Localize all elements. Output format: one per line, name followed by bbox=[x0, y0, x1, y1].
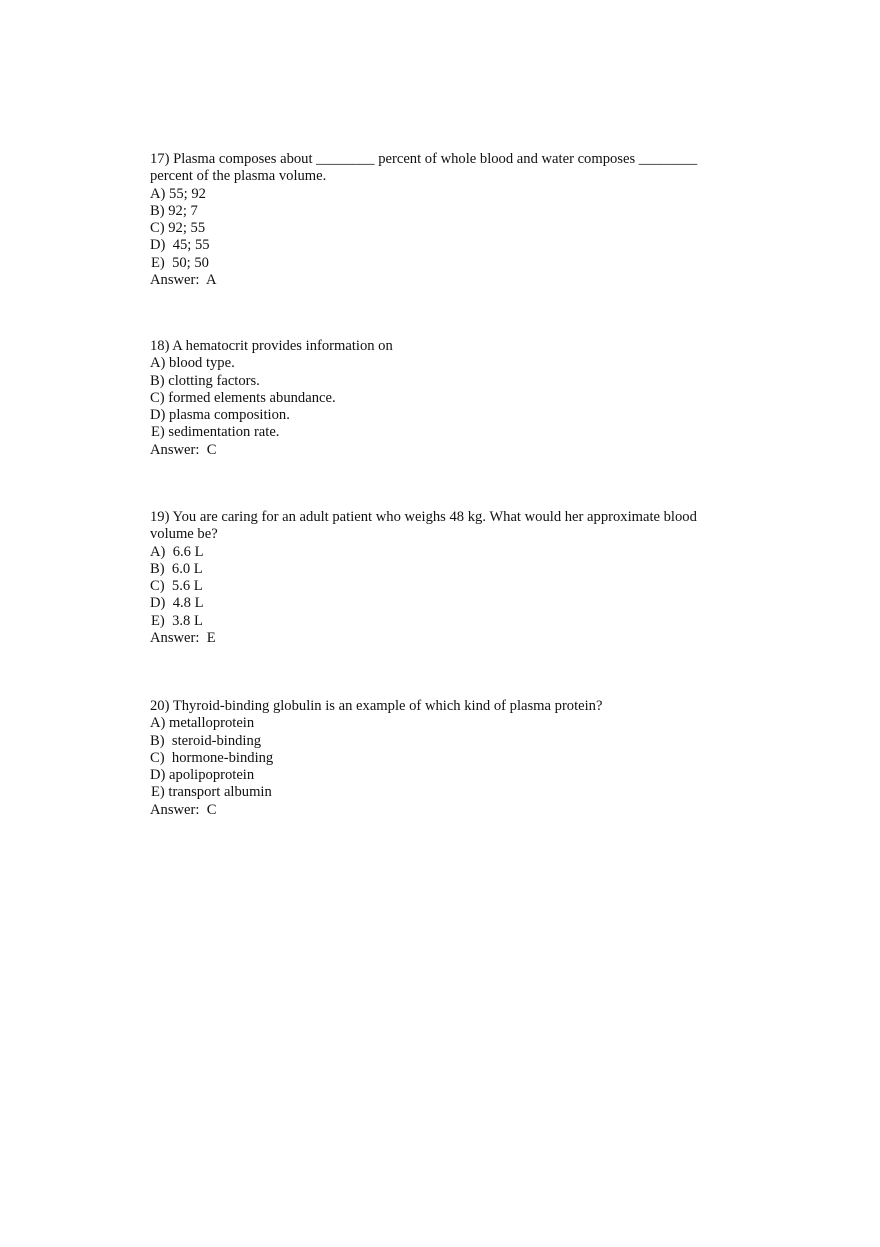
option-a: A) 6.6 L bbox=[150, 543, 204, 560]
question-stem: 20) Thyroid-binding globulin is an example of which kind of plasma protein? bbox=[150, 698, 603, 714]
question-stem: 17) Plasma composes about ________ percent of whole blood and water composes ________ percent of the plasma volume. bbox=[150, 151, 698, 185]
option-e: E) 50; 50 bbox=[151, 254, 209, 271]
question-20 bbox=[150, 698, 720, 819]
option-a: A) 55; 92 bbox=[150, 185, 206, 202]
option-a: A) metalloprotein bbox=[150, 715, 255, 732]
question-17 bbox=[150, 151, 720, 289]
option-c: C) 5.6 L bbox=[150, 578, 203, 595]
option-a: A) blood type. bbox=[150, 355, 235, 372]
option-e: E) 3.8 L bbox=[151, 612, 203, 629]
option-b: B) clotting factors. bbox=[150, 372, 260, 389]
option-b: B) steroid-binding bbox=[150, 732, 262, 749]
option-c: C) 92; 55 bbox=[150, 220, 206, 237]
question-19 bbox=[150, 509, 720, 647]
option-d: D) plasma composition. bbox=[150, 407, 290, 424]
answer-line: Answer: C bbox=[150, 441, 217, 458]
question-stem: 19) You are caring for an adult patient who weighs 48 kg. What would her approximate blood volume be? bbox=[150, 509, 697, 543]
option-d: D) 4.8 L bbox=[150, 595, 204, 612]
option-d: D) 45; 55 bbox=[150, 237, 210, 254]
answer-line: Answer: E bbox=[150, 630, 216, 647]
question-18 bbox=[150, 338, 720, 459]
option-d: D) apolipoprotein bbox=[150, 767, 255, 784]
question-stem: 18) A hematocrit provides information on bbox=[150, 338, 393, 354]
option-b: B) 6.0 L bbox=[150, 560, 203, 577]
answer-line: Answer: C bbox=[150, 801, 217, 818]
option-b: B) 92; 7 bbox=[150, 202, 198, 219]
option-e: E) transport albumin bbox=[151, 784, 272, 801]
option-c: C) hormone-binding bbox=[150, 749, 274, 766]
option-c: C) formed elements abundance. bbox=[150, 389, 336, 406]
answer-line: Answer: A bbox=[150, 272, 217, 289]
option-e: E) sedimentation rate. bbox=[151, 424, 280, 441]
